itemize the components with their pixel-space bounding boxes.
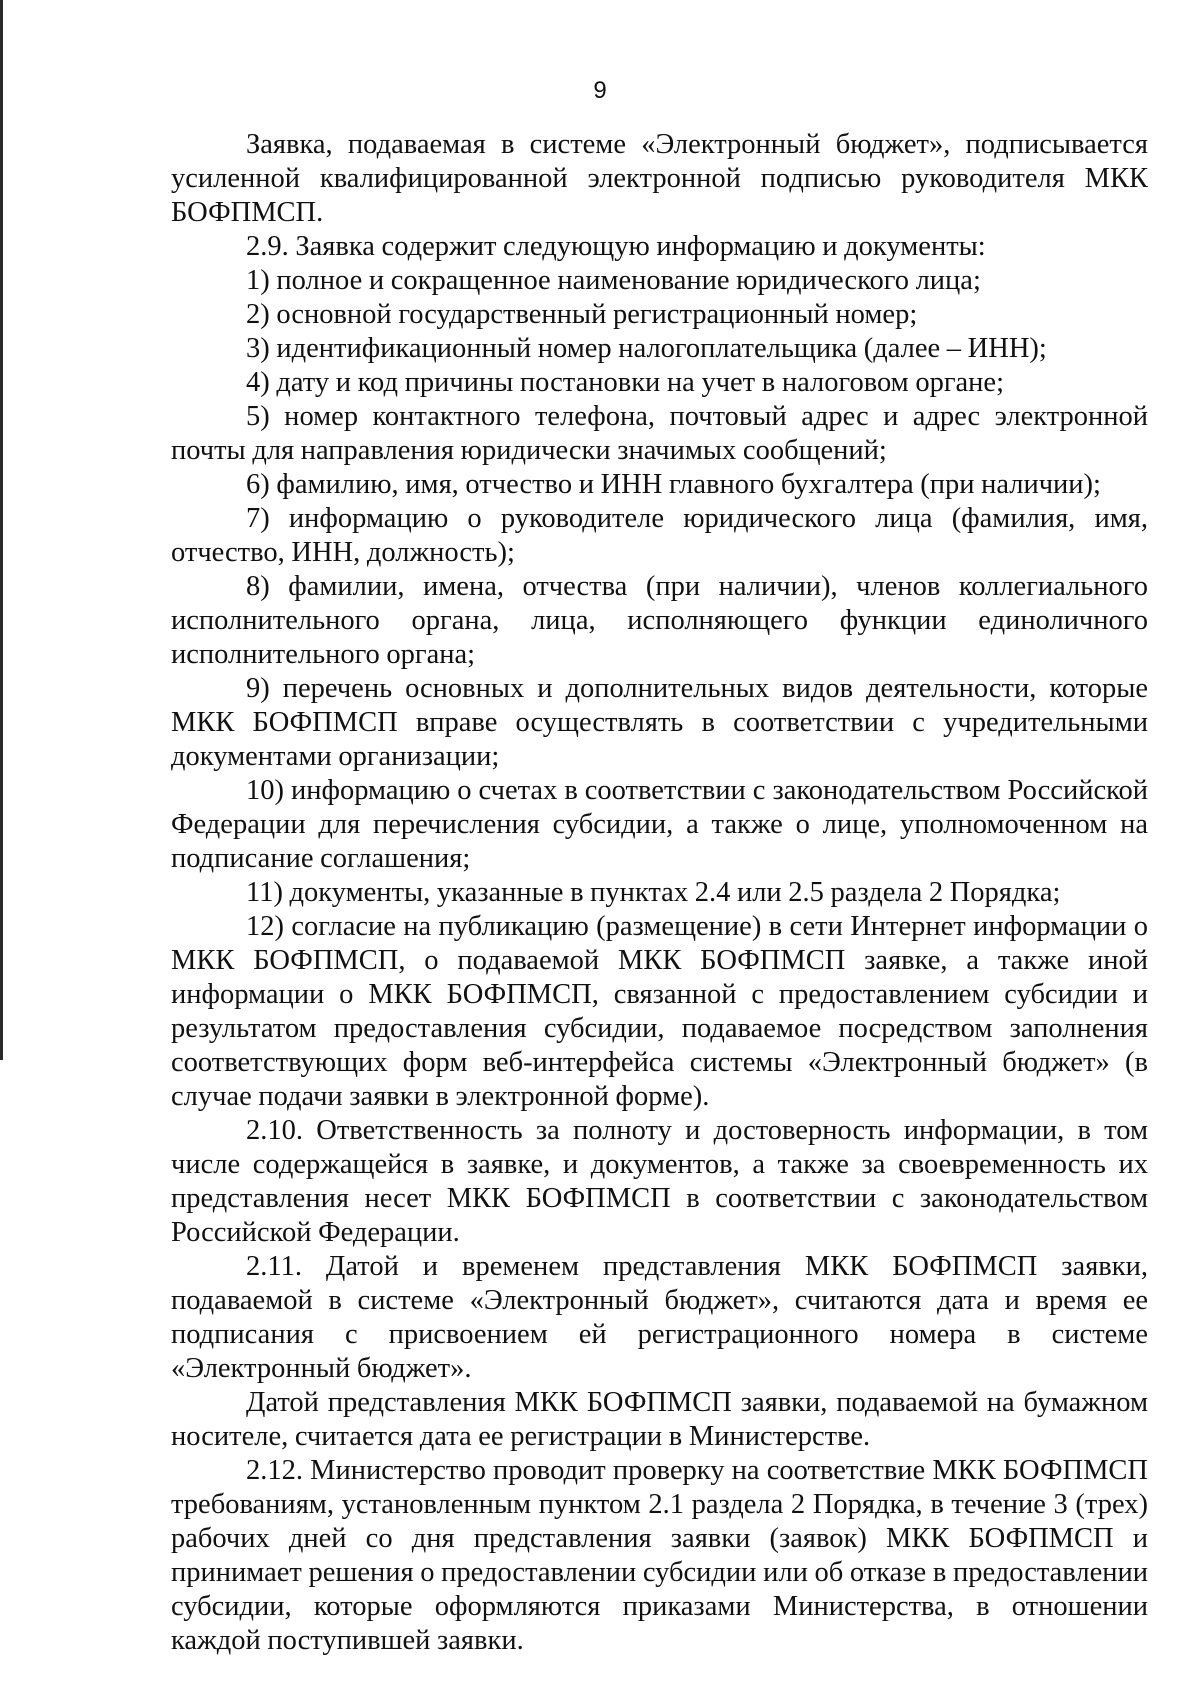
scan-edge-line bbox=[0, 0, 3, 1060]
list-item-1: 1) полное и сокращенное наименование юридического лица; bbox=[246, 265, 981, 296]
list-item-5: 5) номер контактного телефона, почтовый адрес и адрес электронной почты для направления юридически значимых сообщений; bbox=[171, 401, 1148, 466]
list-item-2: 2) основной государственный регистрационный номер; bbox=[246, 299, 918, 330]
list-item-7: 7) информацию о руководителе юридического лица (фамилия, имя, отчество, ИНН, должность); bbox=[171, 503, 1148, 568]
list-item-3: 3) идентификационный номер налогоплательщика (далее – ИНН); bbox=[246, 333, 1047, 364]
body-text bbox=[171, 128, 1148, 1658]
paragraph-2-12: 2.12. Министерство проводит проверку на соответствие МКК БОФПМСП требованиям, установленным пунктом 2.1 раздела 2 Порядка, в течение 3 (трех) рабочих дней со дня представления заявки (заявок) МКК БОФПМСП и принимает решения о предоставлении субсидии или об отказе в предоставлении субсидии, которые оформляются приказами Министерства, в отношении каждой поступившей заявки. bbox=[171, 1455, 1148, 1656]
paragraph-2-9: 2.9. Заявка содержит следующую информацию и документы: bbox=[246, 231, 986, 262]
list-item-6: 6) фамилию, имя, отчество и ИНН главного бухгалтера (при наличии); bbox=[246, 469, 1101, 500]
paragraph-paper-submission: Датой представления МКК БОФПМСП заявки, подаваемой на бумажном носителе, считается дата ее регистрации в Министерстве. bbox=[171, 1387, 1148, 1452]
list-item-10: 10) информацию о счетах в соответствии с законодательством Российской Федерации для перечисления субсидии, а также о лице, уполномоченном на подписание соглашения; bbox=[171, 775, 1148, 874]
list-item-4: 4) дату и код причины постановки на учет в налоговом органе; bbox=[246, 367, 1004, 398]
paragraph-2-10: 2.10. Ответственность за полноту и достоверность информации, в том числе содержащейся в заявке, и документов, а также за своевременность их представления несет МКК БОФПМСП в соответствии с законодательством Российской Федерации. bbox=[171, 1115, 1148, 1248]
list-item-11: 11) документы, указанные в пунктах 2.4 или 2.5 раздела 2 Порядка; bbox=[246, 877, 1061, 908]
list-item-9: 9) перечень основных и дополнительных видов деятельности, которые МКК БОФПМСП вправе осуществлять в соответствии с учредительными документами организации; bbox=[171, 673, 1148, 772]
paragraph-signature: Заявка, подаваемая в системе «Электронный бюджет», подписывается усиленной квалифицированной электронной подписью руководителя МКК БОФПМСП. bbox=[171, 129, 1148, 228]
paragraph-2-11: 2.11. Датой и временем представления МКК БОФПМСП заявки, подаваемой в системе «Электронный бюджет», считаются дата и время ее подписания с присвоением ей регистрационного номера в системе «Электронный бюджет». bbox=[171, 1251, 1148, 1384]
list-item-12: 12) согласие на публикацию (размещение) в сети Интернет информации о МКК БОФПМСП, о подаваемой МКК БОФПМСП заявке, а также иной информации о МКК БОФПМСП, связанной с предоставлением субсидии и результатом предоставления субсидии, подаваемое посредством заполнения соответствующих форм веб-интерфейса системы «Электронный бюджет» (в случае подачи заявки в электронной форме). bbox=[171, 911, 1148, 1112]
list-item-8: 8) фамилии, имена, отчества (при наличии), членов коллегиального исполнительного органа, лица, исполняющего функции единоличного исполнительного органа; bbox=[171, 571, 1148, 670]
page-number: 9 bbox=[593, 77, 607, 104]
